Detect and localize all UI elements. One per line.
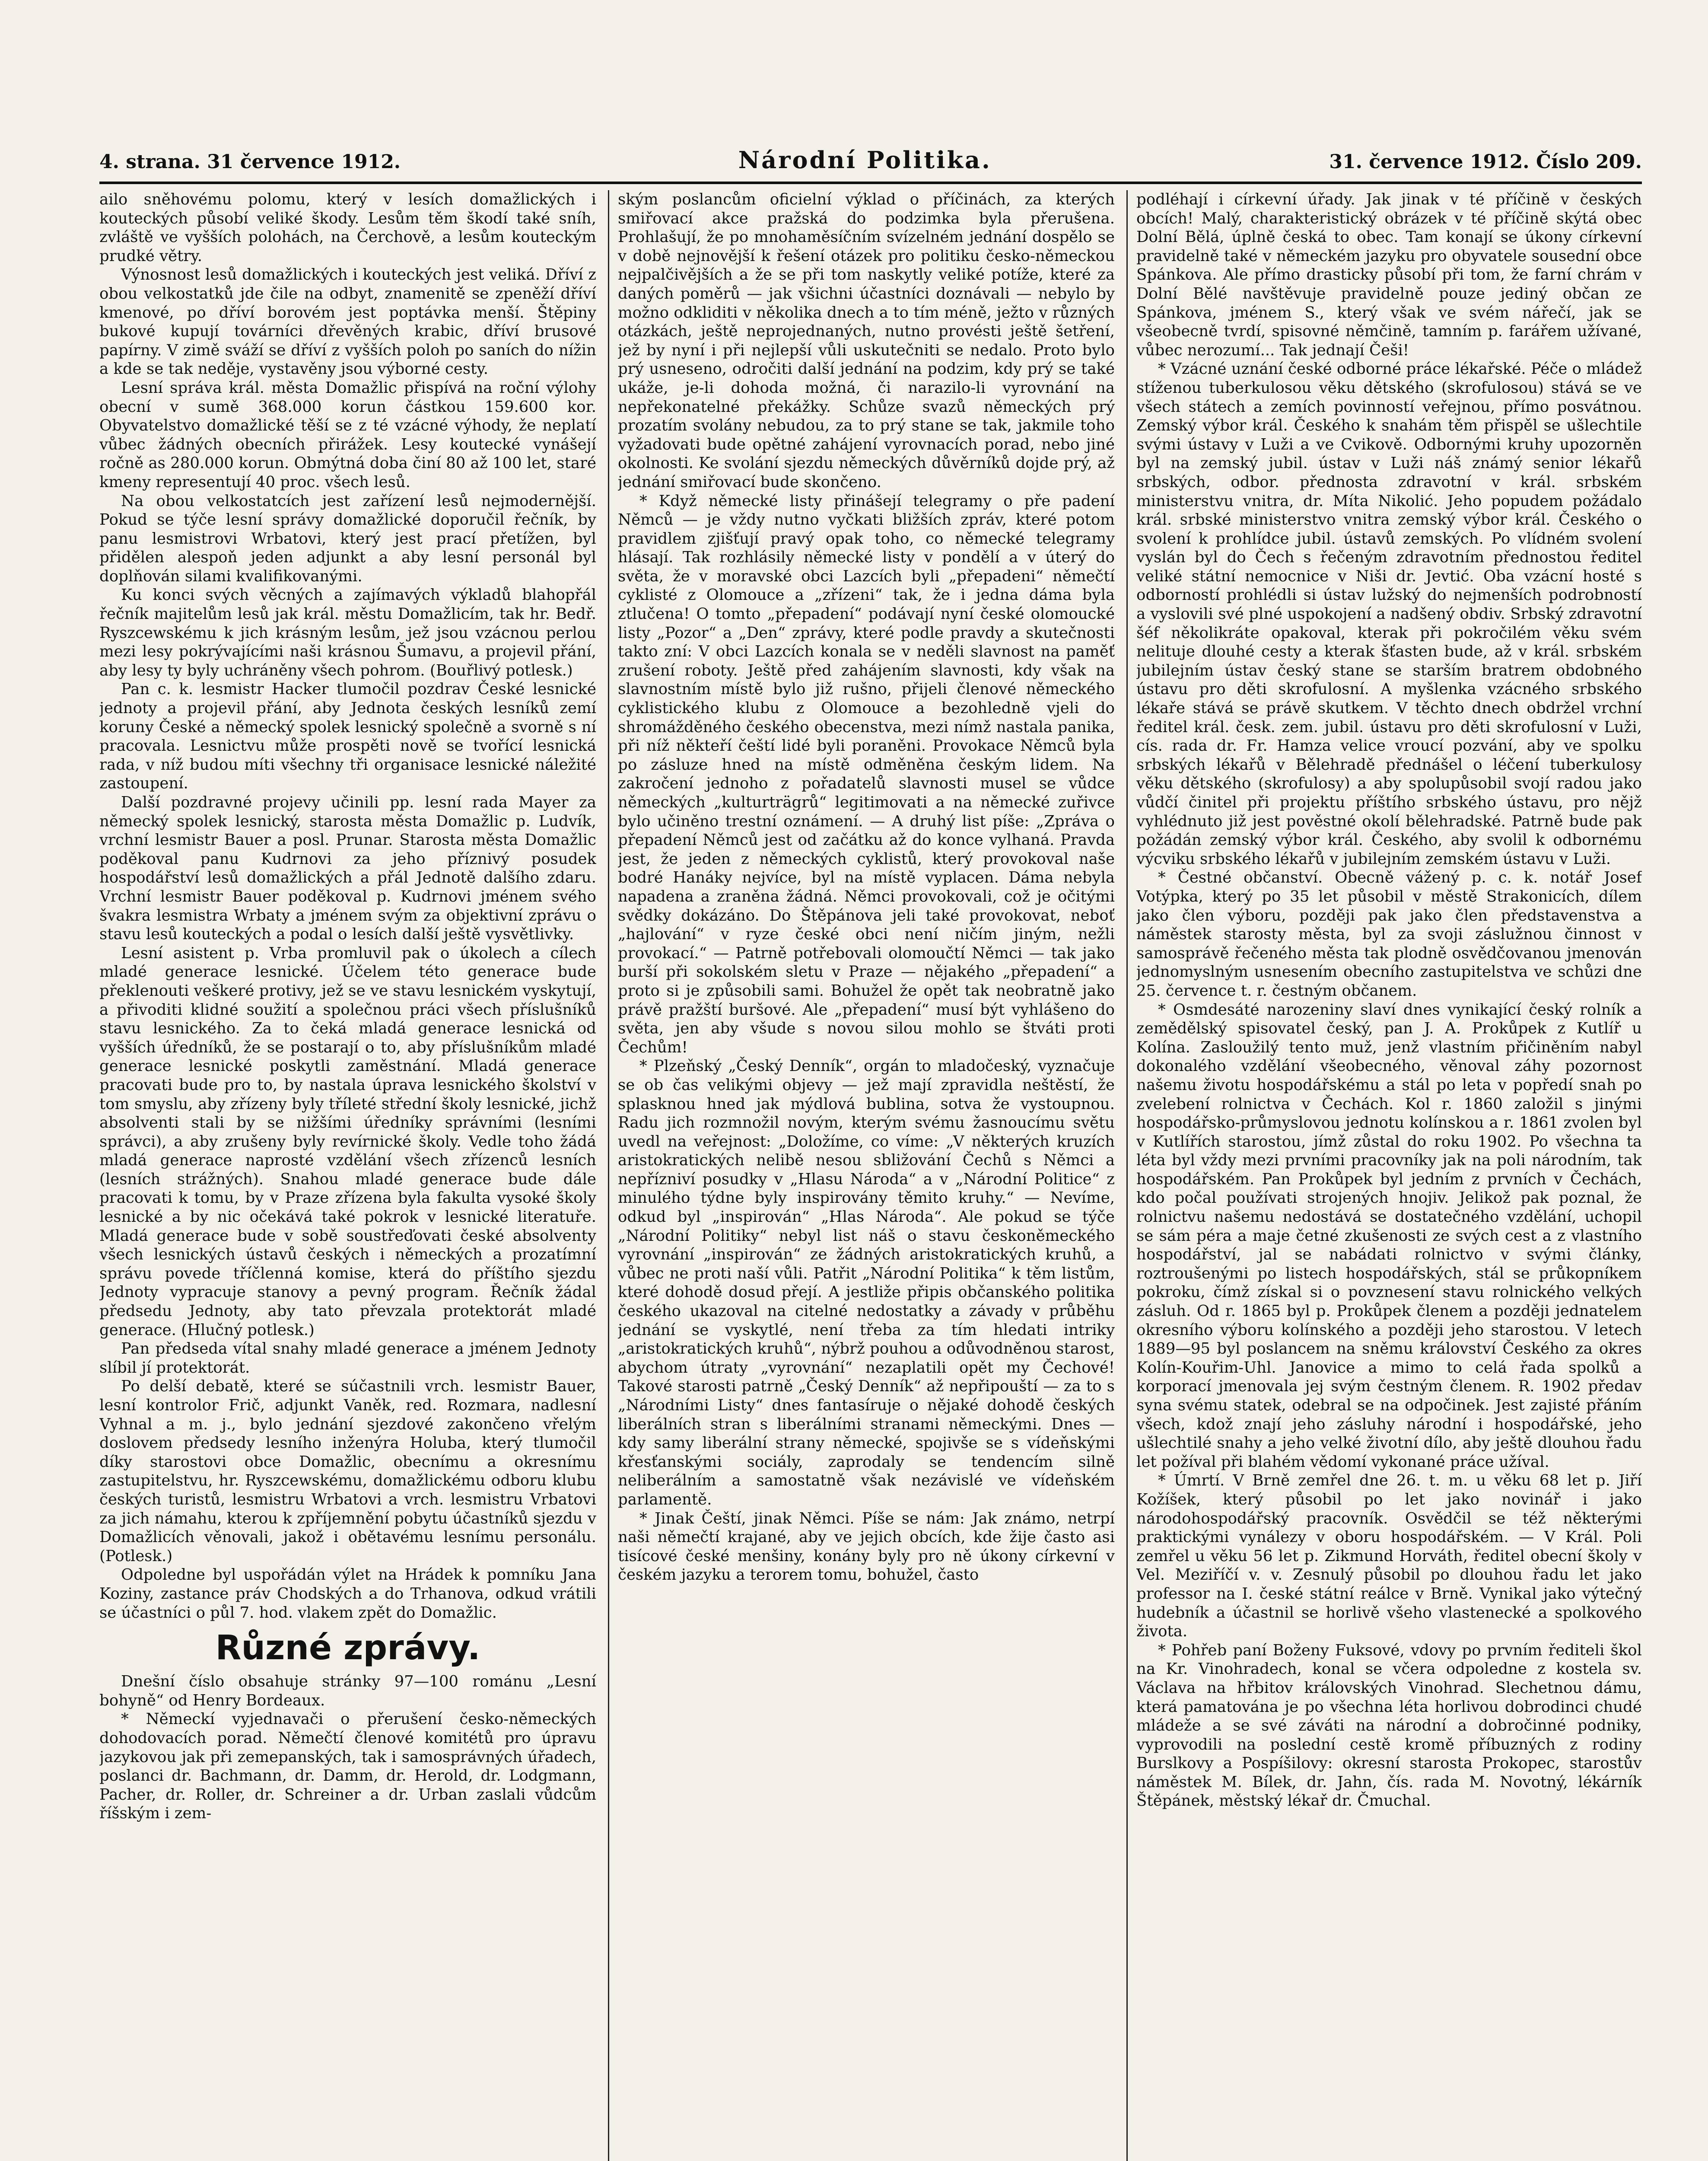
page-header [99, 146, 1642, 176]
column-separator [1126, 190, 1128, 2161]
article-paragraph: ským poslancům oficielní výklad o příčinách, za kterých smiřovací akce pražská do podzimka byla přerušena. Prohlašují, že po mnohaměsíčním svízelném jednání dospělo se v době nejnovější k řešení otázek pro politiku česko-německou nejpalčivějších a že se při tom naskytly veliké potíže, které za daných poměrů — jak všichni účastníci doznávali — nebylo by možno odkliditi v několika dnech a to tím méně, ježto v různých otázkách, ještě neprojednaných, nutno provésti ještě šetření, jež by nyní i při nejlepší vůli uskutečniti se nedalo. Proto bylo prý usneseno, odročiti další jednání na podzim, kdy prý se také ukáže, je-li dohoda možná, či narazilo-li vyrovnání na nepřekonatelné překážky. Schůze svazů německých prý prozatím svolány nebudou, za to prý stane se tak, jakmile toho vyžadovati bude opětné zahájení vyrovnacích porad, nebo jiné okolnosti. Ke svolání sjezdu německých důvěrníků dojde prý, až jednání smiřovací bude skončeno. [618, 191, 1115, 491]
article-paragraph: ailo sněhovému polomu, který v lesích domažlických i kouteckých působí veliké škody. Lesům těm škodí také sníh, zvláště ve vyšších polohách, na Čerchově, a lesům kouteckým prudké větry. [99, 191, 596, 265]
column-separator [608, 190, 609, 2161]
article-paragraph: * Plzeňský „Český Denník“, orgán to mladočeský, vyznačuje se ob čas velikými objevy — jež mají zpravidla neštěstí, že splasknou hned jak mýdlová bublina, sotva že vystoupnou. Radu jich rozmnožil novým, kterým svému žasnoucímu světu uvedl na veřejnost: „Doložíme, co víme: „V některých kruzích aristokratických nelibě nesou sbližování Čechů s Němci a nepřízniví posudky v „Hlasu Národa“ a v „Národní Politice“ z minulého týdne byly inspirovány těmito kruhy.“ — Nevíme, odkud byl „inspirován“ „Hlas Národa“. Ale pokud se týče „Národní Politiky“ nebyl list náš o stavu českoněmeckého vyrovnání „inspirován“ ze žádných aristokratických kruhů, a vůbec ne proti naší vůli. Patřit „Národní Politika“ k těm listům, které dohodě dosud přejí. A jestliže připis občanského politika českého ukazoval na citelné nedostatky a závady v průběhu jednání se vyskytlé, není třeba za tím hledati intriky „aristokratických kruhů“, nýbrž pouhou a odůvodněnou starost, abychom útraty „vyrovnání“ nezaplatili opět my Čechové! Takové starosti patrně „Český Denník“ až nepřipouští — za to s „Národními Listy“ dnes fantasíruje o nějaké dohodě českých liberálních stran s liberálními stranami německými. Dnes — kdy samy liberální strany německé, spojivše se s vídeňskými křesťanskými sociály, zaprodaly se tendencím silně neliberálním a samostatně však nezávislé ve vídeňském parlamentě. [618, 1057, 1115, 1508]
article-paragraph: Ku konci svých věcných a zajímavých výkladů blahopřál řečník majitelům lesů jak král. městu Domažlicím, tak hr. Bedř. Ryszcewskému k jich krásným lesům, jež jsou vzácnou perlou mezi lesy pokrývajícími naši krásnou Šumavu, a projevil přání, aby lesy ty byly uchráněny všech pohrom. (Bouřlivý potlesk.) [99, 586, 596, 679]
article-paragraph: * Vzácné uznání české odborné práce lékařské. Péče o mládež stíženou tuberkulosou věku dětského (skrofulosou) stává se ve všech státech a zemích povinností veřejnou, přímo posvátnou. Zemský výbor král. Českého k snahám těm přispěl se ušlechtile svými ústavy v Luži a ve Cvikově. Odbornými kruhy upozorněn byl na zemský jubil. ústav v Luži náš známý senior lékařů srbských, odbor. přednosta zdravotní v král. srbském ministerstvu vnitra, dr. Míta Nikolić. Jeho popudem požádalo král. srbské ministerstvo vnitra zemský výbor král. Českého o svolení k prohlídce jubil. ústavů zemských. Po vlídném svolení vyslán byl do Čech s řečeným zdravotním přednostou ředitel veliké státní nemocnice v Niši dr. Jevtić. Oba vzácní hosté s odborností prohlédli si ústav lužský do nejmenších podrobností a vyslovili své plné uspokojení a nadšený obdiv. Srbský zdravotní šéf několikráte opakoval, kterak při pokročilém věku svém nelituje dlouhé cesty a kterak šťasten bude, až v král. srbském jubilejním ústav český stane se starším bratrem obdobného ústavu pro děti skrofulosní. A myšlenka vzácného srbského lékaře stává se právě skutkem. V těchto dnech obdržel vrchní ředitel král. česk. zem. jubil. ústavu pro děti skrofulosní v Luži, cís. rada dr. Fr. Hamza velice vroucí pozvání, aby ve spolku srbských lékařů v Bělehradě přednášel o léčení tuberkulosy věku dětského (skrofulosy) a aby spolupůsobil svojí radou jako vůdčí činitel při projektu příštího srbského ústavu, pro nějž vyhlédnuto již jest pověstné okolí bělehradské. Patrně bude pak požádán zemský výbor král. Českého, aby svolil k odbornému výcviku srbského lékařů v jubilejním zemském ústavu v Luži. [1136, 360, 1642, 868]
article-paragraph: Odpoledne byl uspořádán výlet na Hrádek k pomníku Jana Koziny, zastance práv Chodských a do Trhanova, odkud vrátili se účastníci o půl 7. hod. vlakem zpět do Domažlic. [99, 1566, 596, 1622]
article-paragraph: * Pohřeb paní Boženy Fuksové, vdovy po prvním řediteli škol na Kr. Vinohradech, konal se včera odpoledne z kostela sv. Václava na hřbitov královských Vinohrad. Slechetnou dámu, která pamatována je po všechna léta horlivou dobrodinci chudé mládeže a se své záváti na národní a dobročinné podniky, vyprovodili na poslední cestě kromě příbuzných z rodiny Burslkovy a Pospíšilovy: okresní starosta Prokopec, starostův náměstek M. Bílek, dr. Jahn, čís. rada M. Novotný, lékárník Štěpánek, městský lékař dr. Čmuchal. [1136, 1641, 1642, 1810]
column-3 [1136, 190, 1642, 2161]
article-paragraph: * Osmdesáté narozeniny slaví dnes vynikající český rolník a zemědělský spisovatel český, pan J. A. Prokůpek z Kutlíř u Kolína. Zasloužilý tento muž, jenž vlastním přičiněním nabyl dokonalého vzdělání všeobecného, věnoval záhy pozornost našemu životu hospodářskému a stál po leta v popředí snah po zvelebení rolnictva v Čechách. Kol r. 1860 založil s jinými hospodářsko-průmyslovou jednotu kolínskou a r. 1861 zvolen byl v Kutlířích starostou, jímž zůstal do roku 1902. Po všechna ta léta byl vždy mezi prvními pracovníky jak na poli národním, tak hospodářském. Pan Prokůpek byl jedním z prvních v Čechách, kdo počal používati strojených hnojiv. Jelikož pak poznal, že rolnictvu našemu nedostává se dostatečného vzdělání, uchopil se sám péra a maje četné zkušenosti ze svých cest a z vlastního hospodářství, jal se nabádati rolnictvo v svými články, roztroušenými po listech hospodářských, stál se průkopníkem pokroku, čímž získal si o povznesení stavu rolnického velkých zásluh. Od r. 1865 byl p. Prokůpek členem a později jednatelem okresního výboru kolínského a později jeho starostou. V letech 1889—95 byl poslancem na sněmu království Českého za okres Kolín-Kouřim-Uhl. Janovice a mimo to celá řada spolků a korporací jmenovala jej svým čestným členem. R. 1902 předav syna svému statek, odebral se na odpočinek. Jest zajisté přáním všech, kdož znají jeho zásluhy národní i hospodářské, jeho ušlechtilé snahy a jeho velké životní dílo, aby ještě dlouhou řadu let požíval při blahém vědomí vykonané práce užíval. [1136, 1001, 1642, 1471]
header-rule [99, 182, 1642, 184]
article-paragraph: Dnešní číslo obsahuje stránky 97—100 románu „Lesní bohyně“ od Henry Bordeaux. [99, 1673, 596, 1709]
article-paragraph: Po delší debatě, které se súčastnili vrch. lesmistr Bauer, lesní kontrolor Frič, adjunkt Vaněk, red. Rozmara, nadlesní Vyhnal a m. j., bylo jednání sjezdové zakončeno vřelým doslovem předsedy lesního inženýra Holuba, který tlumočil díky starostovi obce Domažlic, obecnímu a okresnímu zastupitelstvu, hr. Ryszcewskému, domažlickému odboru klubu českých turistů, lesmistru Wrbatovi a vrch. lesmistru Vrbatovi za jich námahu, kterou k zpříjemnění pobytu účastníků sjezdu v Domažlicích věnovali, jakož i obětavému lesnímu personálu. (Potlesk.) [99, 1377, 596, 1565]
column-1 [99, 190, 596, 2161]
article-paragraph: podléhají i církevní úřady. Jak jinak v té příčině v českých obcích! Malý, charakteristický obrázek v té příčině skýtá obec Dolní Bělá, úplně česká to obec. Tam konají se úkony církevní pravidelně také v německém jazyku pro obyvatele sousední obce Spánkova. Ale přímo drasticky působí při tom, že farní chrám v Dolní Bělé navštěvuje pravidelně pouze jediný občan ze Spánkova, jménem S., který však ve svém nářečí, jak se všeobecně tvrdí, spisovné němčině, tamním p. farářem užívané, vůbec nerozumí... Tak jednají Češi! [1136, 191, 1642, 359]
section-heading: Různé zprávy. [215, 1629, 480, 1668]
article-paragraph: Na obou velkostatcích jest zařízení lesů nejmodernější. Pokud se týče lesní správy domažlické doporučil řečník, by panu lesmistrovi Wrbatovi, který jest prací přetížen, byl přidělen alespoň jeden adjunkt a aby lesní personál byl doplňován silami kvalifikovanými. [99, 492, 596, 585]
article-paragraph: * Čestné občanství. Obecně vážený p. c. k. notář Josef Votýpka, který po 35 let působil v městě Strakonicích, dílem jako člen výboru, později pak jako člen představenstva a náměstek starosty města, byl za svoji záslužnou činnost v samosprávě řečeného města tak plodně osvědčovanou jmenován jednomyslným usnesením obecního zastupitelstva ve schůzi dne 25. července t. r. čestným občanem. [1136, 869, 1642, 1000]
masthead-title: Národní Politika. [738, 146, 992, 174]
column-2 [618, 190, 1115, 2161]
header-date-left: 4. strana. 31 července 1912. [99, 151, 401, 173]
article-paragraph: Pan předseda vítal snahy mladé generace a jménem Jednoty slíbil jí protektorát. [99, 1340, 596, 1377]
article-paragraph: Další pozdravné projevy učinili pp. lesní rada Mayer za německý spolek lesnický, starosta města Domažlic p. Ludvík, vrchní lesmistr Bauer a posl. Prunar. Starosta města Domažlic poděkoval panu Kudrnovi za jeho příznivý posudek hospodářství lesů domažlických a přál Jednotě dalšího zdaru. Vrchní lesmistr Bauer poděkoval p. Kudrnovi jménem svého švakra lesmistra Wrbaty a jménem svým za objektivní zprávu o stavu lesů kouteckých a podal o lesích další ještě vysvětlivky. [99, 794, 596, 943]
article-paragraph: Pan c. k. lesmistr Hacker tlumočil pozdrav České lesnické jednoty a projevil přání, aby Jednota českých lesníků zemí koruny České a německý spolek lesnický společně a svorně s ní pracovala. Lesnictvu může prospěti nově se tvořící lesnická rada, v níž budou míti všechny tři organisace lesnické náležité zastoupení. [99, 680, 596, 793]
article-paragraph: * Úmrtí. V Brně zemřel dne 26. t. m. u věku 68 let p. Jiří Kožíšek, který působil po let jako novinář i jako národohospodářský pracovník. Osvědčil se též některými praktickými vynálezy v oboru hospodářském. — V Král. Poli zemřel u věku 56 let p. Zikmund Horváth, ředitel obecní školy v Vel. Meziříčí v. v. Zesnulý působil po dlouhou řadu let jako professor na I. české státní reálce v Brně. Vynikal jako výtečný hudebník a účastnil se horlivě všeho vlastenecké a spolkového života. [1136, 1472, 1642, 1641]
article-paragraph: Lesní správa král. města Domažlic přispívá na roční výlohy obecní v sumě 368.000 korun částkou 159.600 kor. Obyvatelstvo domažlické těší se z té vzácné výhody, že neplatí vůbec žádných obecních přirážek. Lesy koutecké vynášejí ročně as 280.000 korun. Obmýtná doba činí 80 až 100 let, staré kmeny representují 40 proc. všech lesů. [99, 379, 596, 491]
header-issue-right: 31. července 1912. Číslo 209. [1329, 151, 1642, 173]
article-paragraph: Lesní asistent p. Vrba promluvil pak o úkolech a cílech mladé generace lesnické. Účelem této generace bude překlenouti veškeré protivy, jež se ve stavu lesnickém vyskytují, a přivoditi klidné soužití a společnou práci všech příslušníků stavu lesnického. Za to čeká mladá generace lesnická od vyšších úředníků, že se postarají o to, aby příslušníkům mladé generace lesnické poskytli zaměstnání. Mladá generace pracovati bude pro to, by nastala úprava lesnického školství v tom smyslu, aby zřízeny byly tříleté střední školy lesnické, jichž absolventi stali by se nižšími úředníky správními (lesními správci), a aby zrušeny byly revírnické školy. Vedle toho žádá mladá generace naprosté vzdělání všech zřízenců lesních (lesních strážných). Snahou mladé generace bude dále pracovati k tomu, by v Praze zřízena byla fakulta vysoké školy lesnické a by nic očekává také pokrok v lesnické literatuře. Mladá generace bude v sobě soustřeďovati české absolventy všech lesnických ústavů českých i německých a prozatímní správu povede tříčlenná komise, která do příštího sjezdu Jednoty vypracuje stanovy a pevný program. Řečník žádal předsedu Jednoty, aby tato převzala protektorát mladé generace. (Hlučný potlesk.) [99, 944, 596, 1339]
article-paragraph: * Německí vyjednavači o přerušení česko-německých dohodovacích porad. Němečtí členové komitétů pro úpravu jazykovou jak při zemepanských, tak i samosprávných úřadech, poslanci dr. Bachmann, dr. Damm, dr. Herold, dr. Lodgmann, Pacher, dr. Roller, dr. Schreiner a dr. Urban zaslali vůdcům říšským i zem- [99, 1710, 596, 1823]
article-paragraph: Výnosnost lesů domažlických i kouteckých jest veliká. Dříví z obou velkostatků jde čile na odbyt, znamenitě se zpeněží dříví kmenové, po dříví borovém jest poptávka menší. Štěpiny bukové kupují továrníci dřevěných krabic, dříví brusové papírny. V zimě sváží se dříví z vyšších poloh po saních do nížin a kde se tak neděje, vystavěny jsou výborné cesty. [99, 266, 596, 378]
article-paragraph: * Když německé listy přinášejí telegramy o pře padení Němců — je vždy nutno vyčkati bližších zpráv, které potom pravidlem zjišťují pravý opak toho, co německé telegramy hlásají. Tak rozhlásily německé listy v pondělí a v úterý do světa, že v moravské obci Lazcích byli „přepadeni“ němečtí cyklisté z Olomouce a „zřízeni“ tak, že i jedna dáma byla ztlučena! O tomto „přepadení“ podávají nyní české olomoucké listy „Pozor“ a „Den“ zprávy, které podle pravdy a skutečnosti takto zní: V obci Lazcích konala se v neděli slavnost na paměť zrušení roboty. Ještě před zahájením slavnosti, kdy však na slavnostním místě bylo již rušno, přijeli členové německého cyklistického klubu z Olomouce a bezohledně vjeli do shromážděného českého obecenstva, mezi nímž nastala panika, při níž někteří čeští lidé byli poraněni. Provokace Němců byla po zásluze hned na místě odměněna českým lidem. Na zakročení jednoho z pořadatelů slavnosti musel se vůdce německých „kulturträgrů“ legitimovati a na německé zuřivce bylo učiněno trestní oznámení. — A druhý list píše: „Zpráva o přepadení Němců jest od začátku až do konce vylhaná. Pravda jest, že jeden z německých cyklistů, který provokoval naše bodré Hanáky nejvíce, byl na místě vyplacen. Dáma nebyla napadena a zraněna žádná. Němci provokovali, což je očitými svědky dokázáno. Do Štěpánova jeli také provokovat, neboť „hajlování“ v ryze české obci není ničím jiným, nežli provokací.“ — Patrně potřebovali olomoučtí Němci — tak jako burší při sokolském sletu v Praze — nějakého „přepadení“ a proto si je způsobili sami. Bohužel že opět tak neobratně jako právě pražští buršové. Ale „přepadení“ musí být vyhlášeno do světa, jen aby všude s novou silou mohlo se štváti proti Čechům! [618, 492, 1115, 1056]
article-paragraph: * Jinak Čeští, jinak Němci. Píše se nám: Jak známo, netrpí naši němečtí krajané, aby ve jejich obcích, kde žije často asi tisícové české menšiny, konány byly pro ně úkony církevní v českém jazyku a terorem tomu, bohužel, často [618, 1509, 1115, 1584]
